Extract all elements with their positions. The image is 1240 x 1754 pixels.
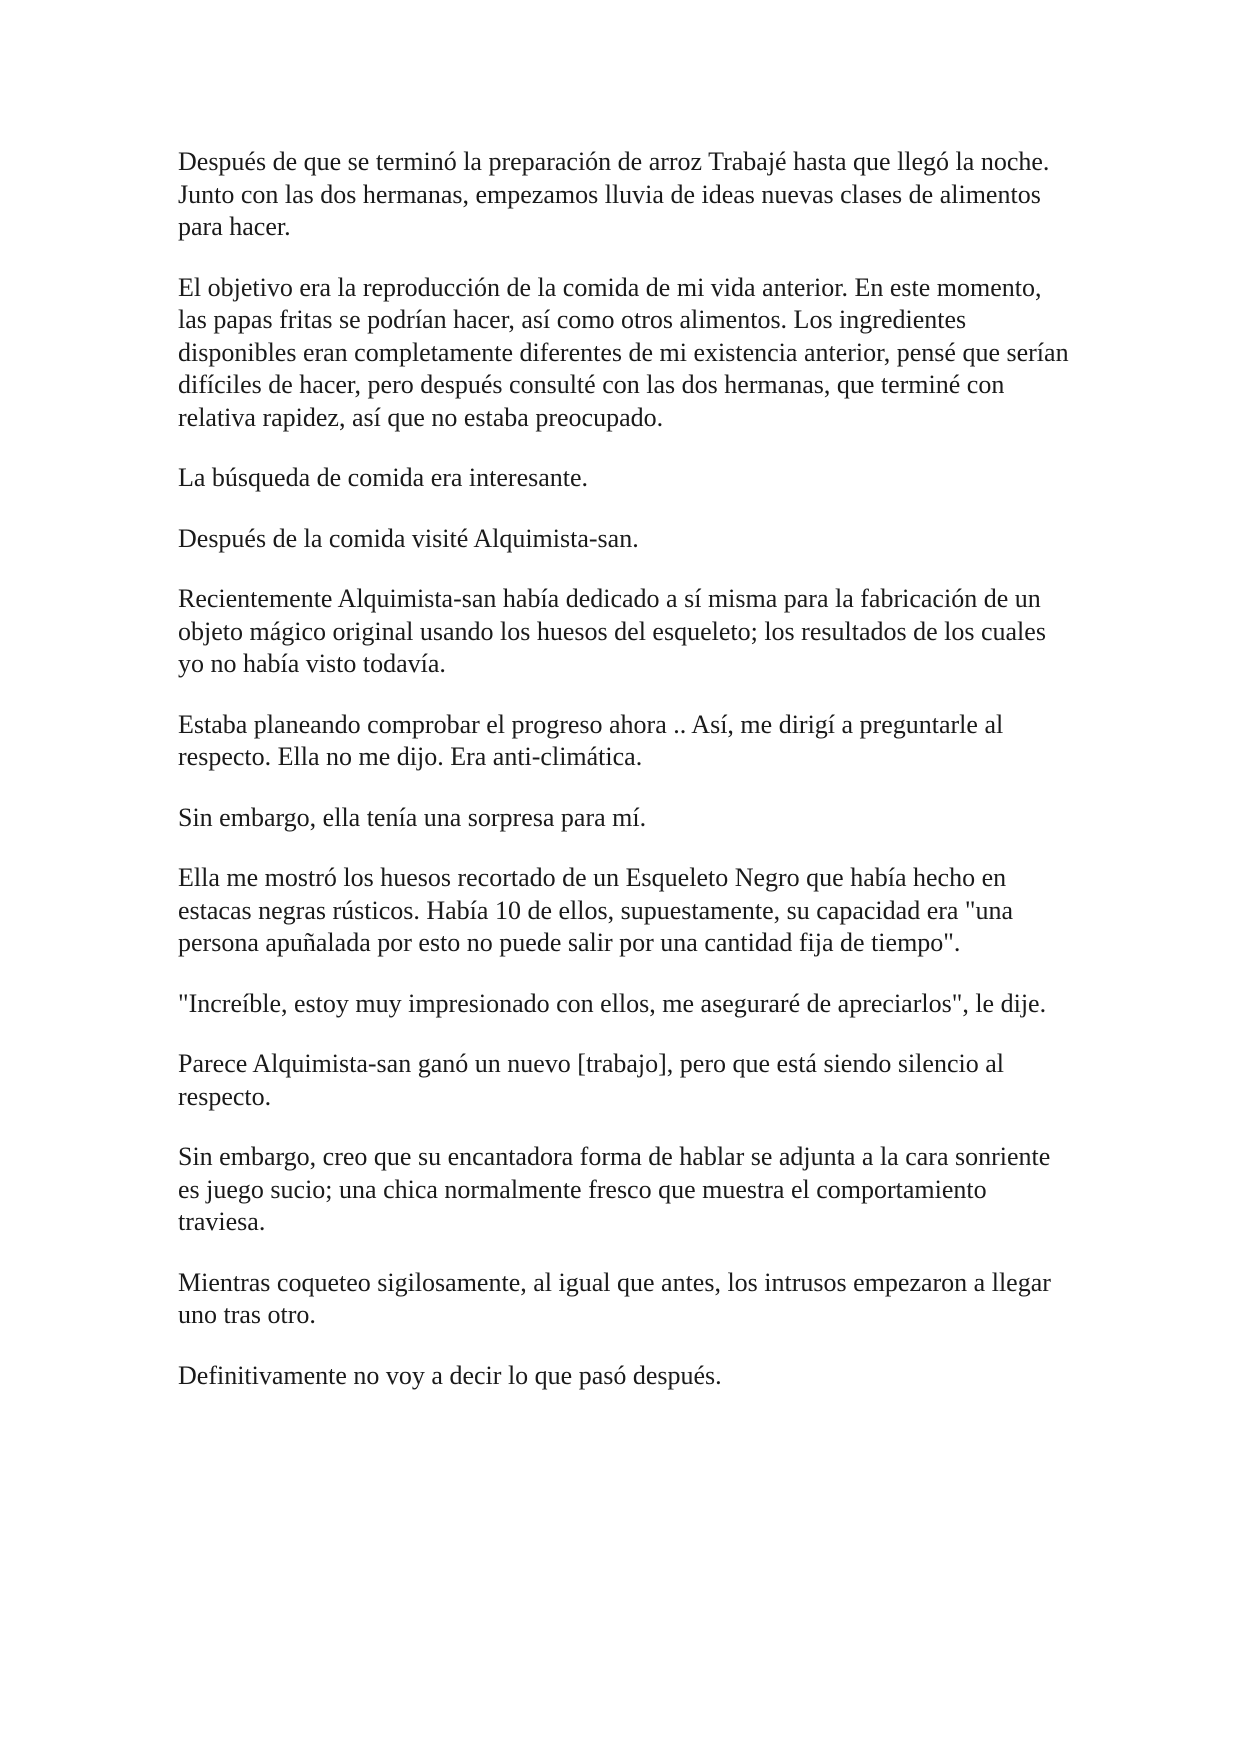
paragraph: "Increíble, estoy muy impresionado con ellos, me aseguraré de apreciarlos", le dije. <box>178 988 1047 1018</box>
document-body <box>178 146 1076 1420</box>
paragraph: Después de que se terminó la preparación de arroz Trabajé hasta que llegó la noche. Junto con las dos hermanas, empezamos lluvia de ideas nuevas clases de alimentos para hacer. <box>178 147 1050 241</box>
paragraph: Parece Alquimista-san ganó un nuevo [trabajo], pero que está siendo silencio al respecto. <box>178 1049 1004 1111</box>
paragraph: Estaba planeando comprobar el progreso ahora .. Así, me dirigí a preguntarle al respecto. Ella no me dijo. Era anti-climática. <box>178 709 1004 771</box>
paragraph: Después de la comida visité Alquimista-san. <box>178 523 639 553</box>
paragraph: Sin embargo, creo que su encantadora forma de hablar se adjunta a la cara sonriente es juego sucio; una chica normalmente fresco que muestra el comportamiento traviesa. <box>178 1142 1051 1236</box>
paragraph: Mientras coqueteo sigilosamente, al igual que antes, los intrusos empezaron a llegar uno tras otro. <box>178 1267 1051 1329</box>
paragraph: Sin embargo, ella tenía una sorpresa para mí. <box>178 802 647 832</box>
paragraph: Recientemente Alquimista-san había dedicado a sí misma para la fabricación de un objeto mágico original usando los huesos del esqueleto; los resultados de los cuales yo no había visto todavía. <box>178 584 1046 678</box>
paragraph: La búsqueda de comida era interesante. <box>178 463 589 492</box>
paragraph: Definitivamente no voy a decir lo que pasó después. <box>178 1360 722 1390</box>
paragraph: Ella me mostró los huesos recortado de un Esqueleto Negro que había hecho en estacas negras rústicos. Había 10 de ellos, supuestamente, su capacidad era "una persona apuñalada por esto no puede salir por una cantidad fija de tiempo". <box>178 863 1014 957</box>
paragraph: El objetivo era la reproducción de la comida de mi vida anterior. En este momento, las papas fritas se podrían hacer, así como otros alimentos. Los ingredientes disponibles eran completamente diferentes de mi existencia anterior, pensé que serían difíciles de hacer, pero después consulté con las dos hermanas, que terminé con relativa rapidez, así que no estaba preocupado. <box>178 272 1069 432</box>
